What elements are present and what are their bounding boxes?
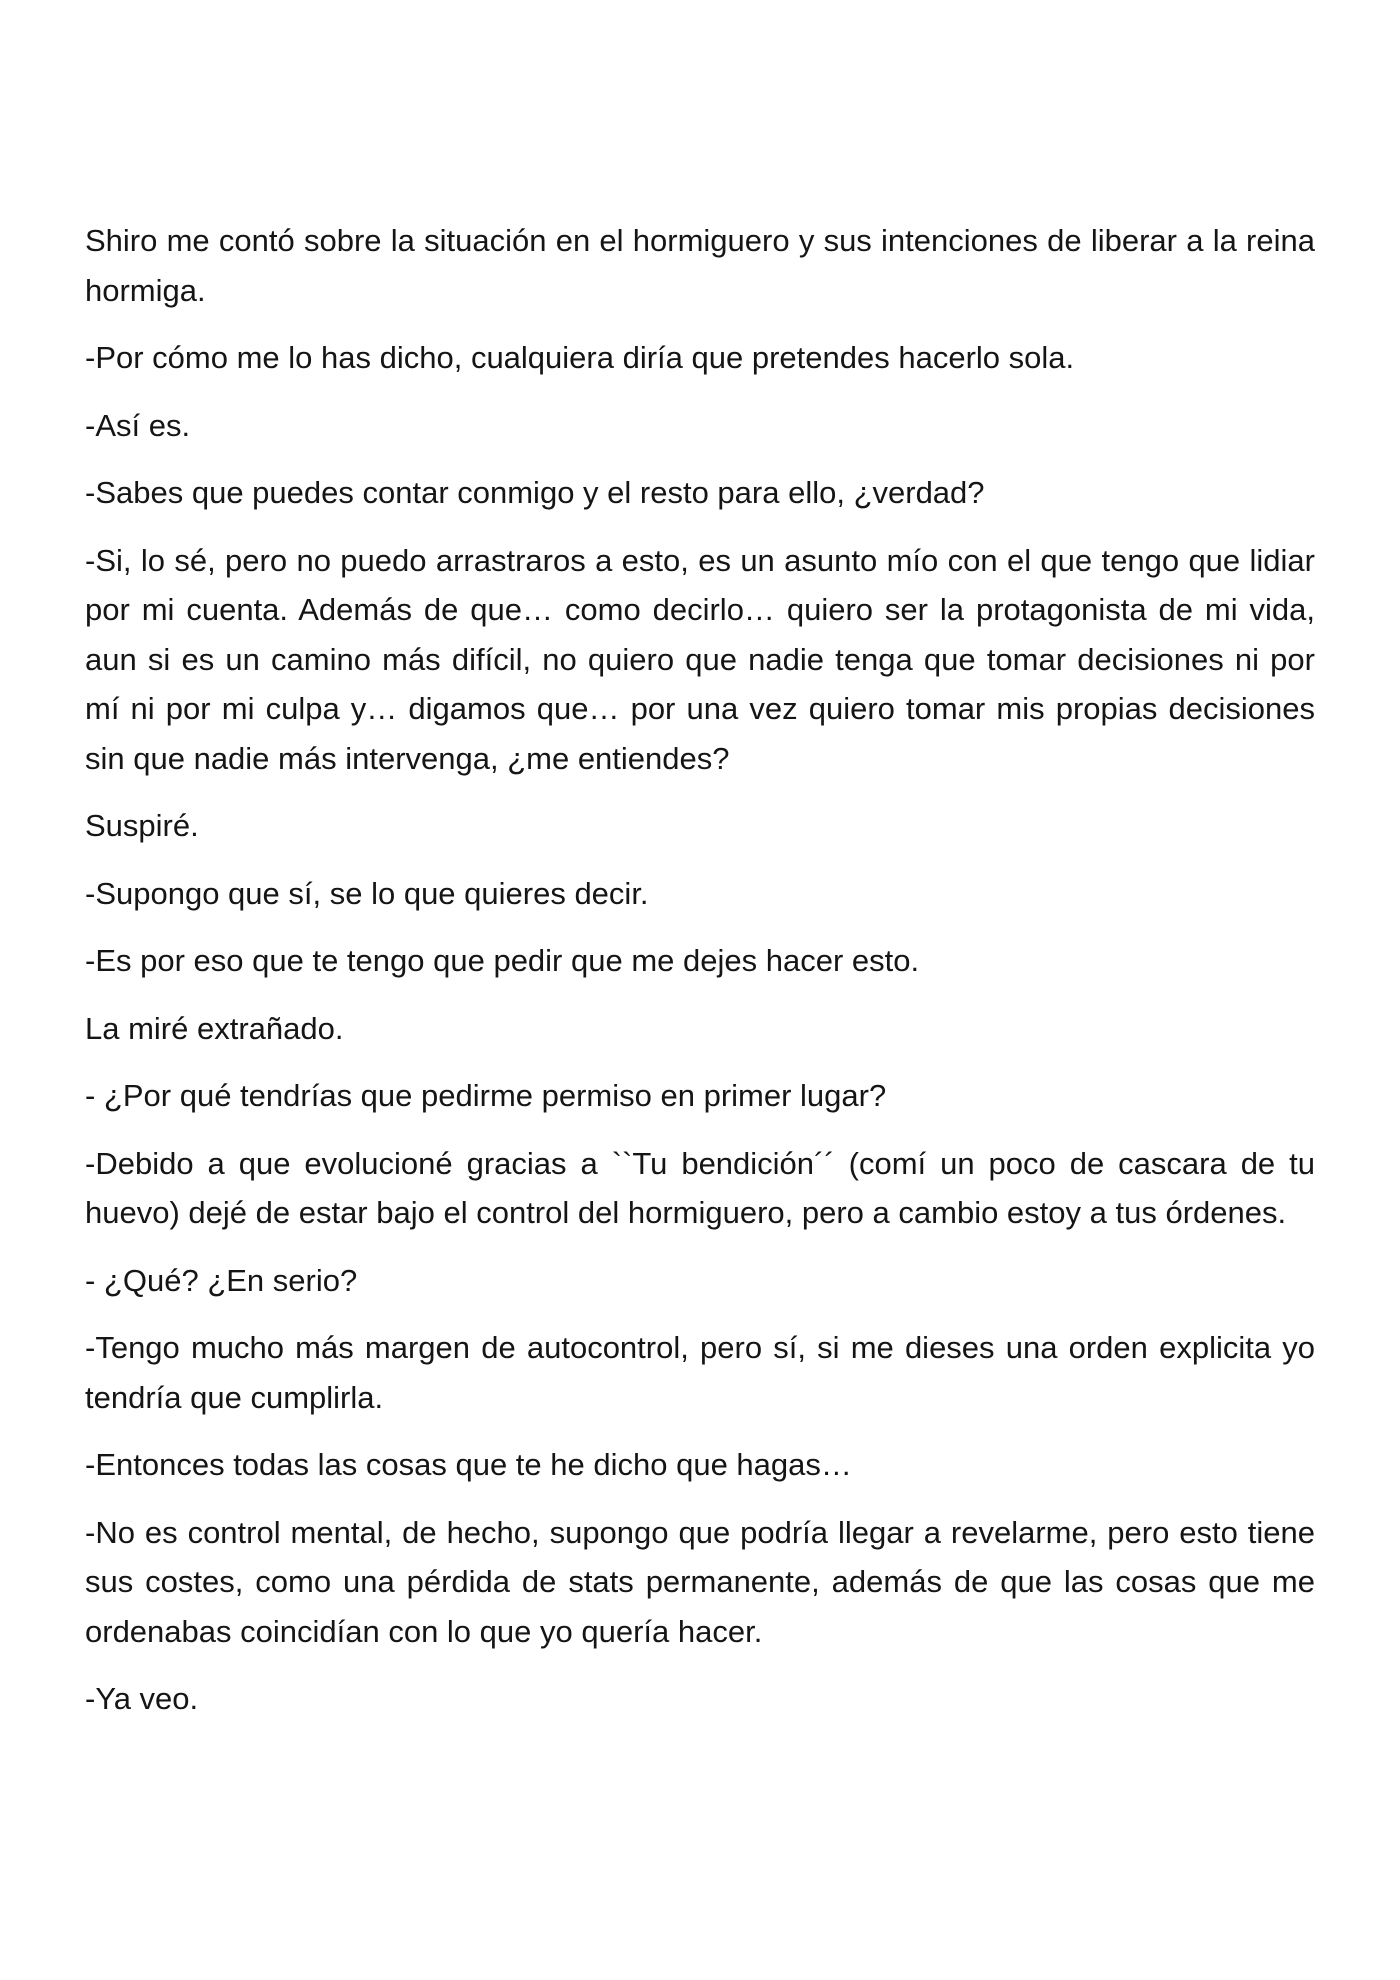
paragraph-10: - ¿Por qué tendrías que pedirme permiso en primer lugar? — [85, 1078, 887, 1113]
paragraph-7: -Supongo que sí, se lo que quieres decir. — [85, 875, 649, 911]
paragraph-15: -No es control mental, de hecho, supongo que podría llegar a revelarme, pero esto tiene sus costes, como una pérdida de stats permanente, además de que las cosas que me ordenabas coincidían con lo que yo quería hacer. — [85, 1514, 1315, 1649]
paragraph-9: La miré extrañado. — [85, 1010, 344, 1046]
paragraph-3: -Así es. — [85, 407, 191, 443]
paragraph-12: - ¿Qué? ¿En serio? — [85, 1262, 358, 1298]
paragraph-16: -Ya veo. — [85, 1681, 199, 1716]
paragraph-5: -Si, lo sé, pero no puedo arrastraros a esto, es un asunto mío con el que tengo que lidiar por mi cuenta. Además de que… como decirlo… quiero ser la protagonista de mi vida, aun si es un camino más difícil, no quiero que nadie tenga que tomar decisiones ni por mí ni por mi culpa y… digamos que… por una vez quiero tomar mis propias decisiones sin que nadie más intervenga, ¿me entiendes? — [85, 542, 1315, 776]
paragraph-13: -Tengo mucho más margen de autocontrol, pero sí, si me dieses una orden explicita yo tendría que cumplirla. — [85, 1330, 1315, 1415]
paragraph-14: -Entonces todas las cosas que te he dicho que hagas… — [85, 1447, 852, 1482]
paragraph-6: Suspiré. — [85, 808, 199, 843]
paragraph-1: Shiro me contó sobre la situación en el hormiguero y sus intenciones de liberar a la reina hormiga. — [85, 223, 1315, 308]
paragraph-11: -Debido a que evolucioné gracias a ``Tu bendición´´ (comí un poco de cascara de tu huevo) dejé de estar bajo el control del hormiguero, pero a cambio estoy a tus órdenes. — [85, 1145, 1315, 1230]
paragraph-8: -Es por eso que te tengo que pedir que me dejes hacer esto. — [85, 943, 920, 978]
paragraph-2: -Por cómo me lo has dicho, cualquiera diría que pretendes hacerlo sola. — [85, 340, 1075, 375]
document-body — [85, 216, 1315, 1742]
paragraph-4: -Sabes que puedes contar conmigo y el resto para ello, ¿verdad? — [85, 475, 985, 510]
